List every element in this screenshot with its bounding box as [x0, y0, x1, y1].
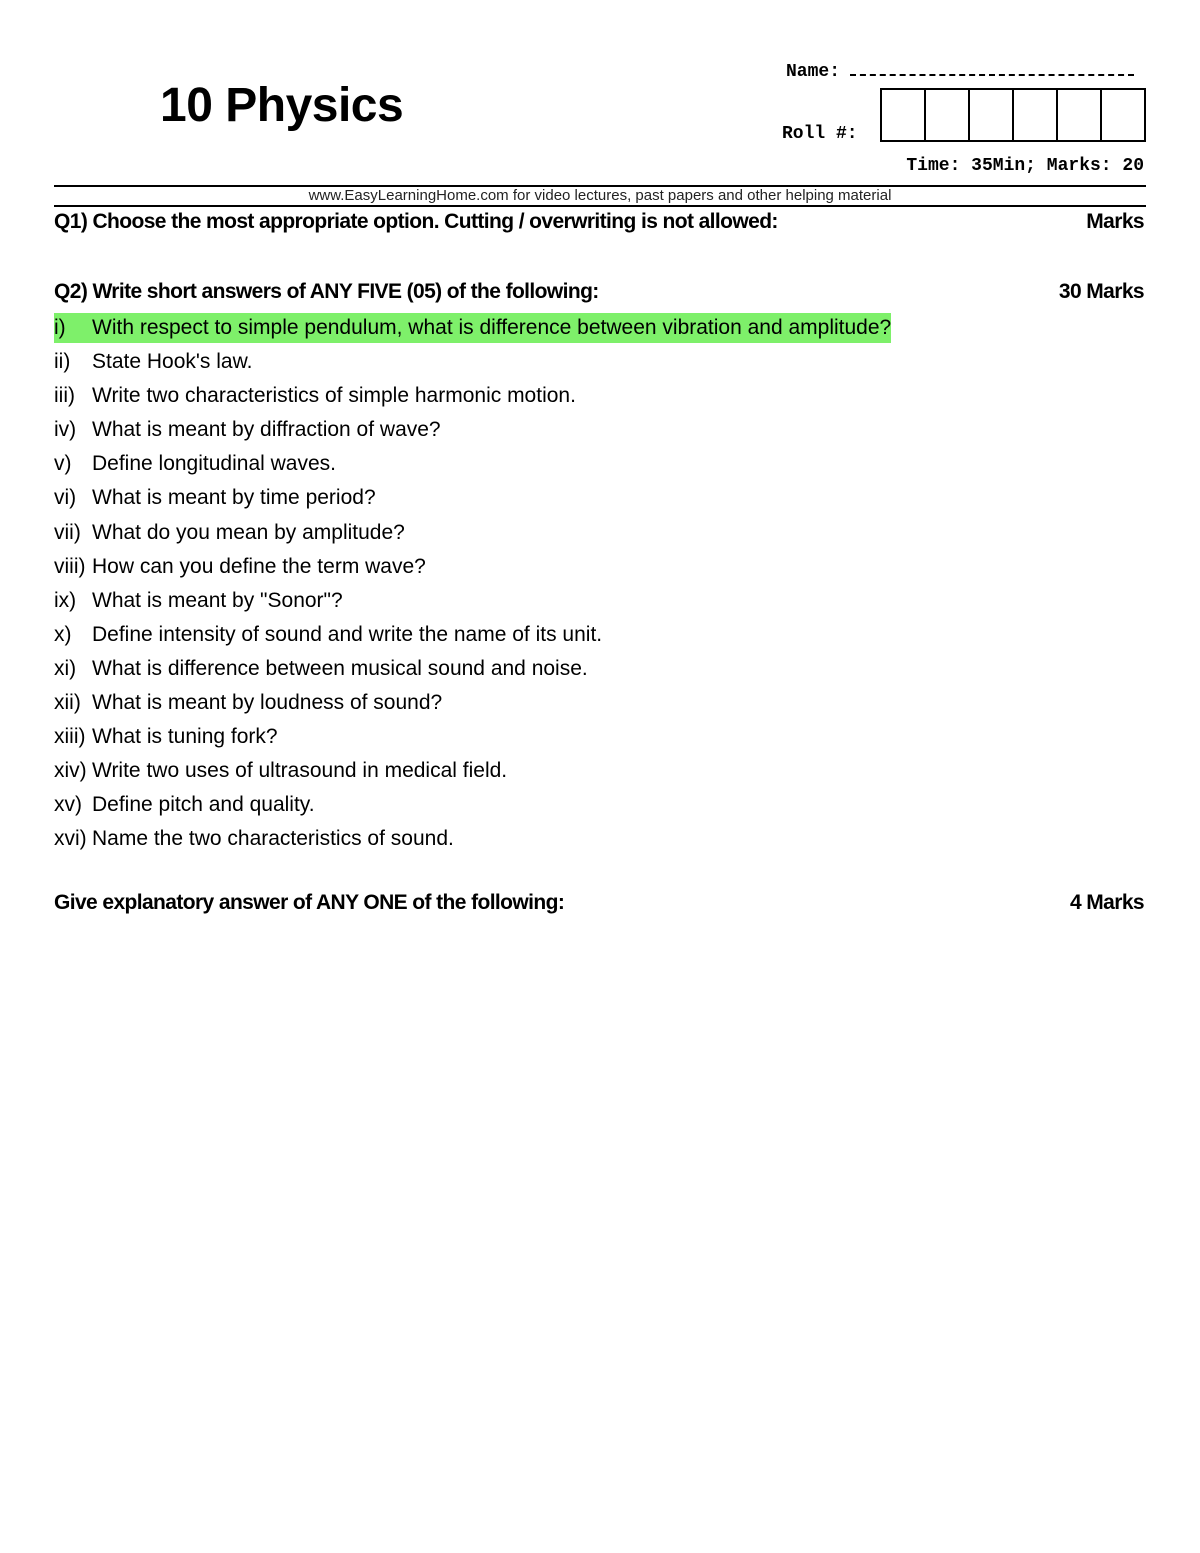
- question-line: [54, 788, 315, 822]
- question-text: Write two characteristics of simple harmonic motion.: [92, 384, 576, 408]
- question-text: Define intensity of sound and write the name of its unit.: [92, 622, 603, 646]
- question-text: What is difference between musical sound and noise.: [92, 656, 588, 680]
- question-item: [54, 379, 891, 413]
- question-text: What is meant by diffraction of wave?: [92, 418, 441, 442]
- question-line: [54, 754, 507, 788]
- highlighted-question: [54, 313, 891, 343]
- question-number: iii): [54, 384, 75, 408]
- question-line: [54, 686, 442, 720]
- question-line: [54, 413, 441, 447]
- question-number: xvi): [54, 827, 87, 851]
- website-banner: www.EasyLearningHome.com for video lectures, past papers and other helping material: [308, 187, 892, 204]
- q3-heading: Give explanatory answer of ANY ONE of the following:: [54, 891, 565, 914]
- q1-marks: Marks: [1086, 210, 1144, 233]
- name-blank-line: [850, 60, 1134, 76]
- question-line: [54, 652, 588, 686]
- question-line: [54, 618, 602, 652]
- question-item: [54, 720, 891, 754]
- question-item: [54, 822, 891, 856]
- question-item: [54, 311, 891, 345]
- question-number: vii): [54, 520, 81, 544]
- q1-heading-row: [54, 210, 1144, 234]
- question-line: [54, 345, 252, 379]
- question-text: What is meant by loudness of sound?: [92, 691, 443, 715]
- question-line: [54, 720, 278, 754]
- question-line: [54, 822, 454, 856]
- q1-heading: Q1) Choose the most appropriate option. Cutting / overwriting is not allowed:: [54, 210, 778, 233]
- question-line: [54, 516, 405, 550]
- question-text: What is meant by "Sonor"?: [92, 588, 343, 612]
- question-item: [54, 550, 891, 584]
- q3-marks: 4 Marks: [1069, 891, 1144, 914]
- question-number: ix): [54, 588, 77, 612]
- question-number: xi): [54, 656, 77, 680]
- question-text: How can you define the term wave?: [92, 554, 426, 578]
- question-item: [54, 413, 891, 447]
- question-item: [54, 686, 891, 720]
- q3-heading-row: [54, 891, 1144, 915]
- question-text: What is meant by time period?: [92, 486, 376, 510]
- name-field: [786, 60, 1134, 82]
- question-line: [54, 447, 336, 481]
- q2-heading: Q2) Write short answers of ANY FIVE (05) of the following:: [54, 280, 599, 303]
- roll-number-box: [1012, 88, 1058, 142]
- question-item: [54, 754, 891, 788]
- question-item: [54, 652, 891, 686]
- question-number: viii): [54, 554, 86, 578]
- roll-number-boxes: [880, 88, 1146, 142]
- question-item: [54, 788, 891, 822]
- question-text: Name the two characteristics of sound.: [92, 827, 454, 851]
- question-number: v): [54, 452, 72, 476]
- question-item: [54, 447, 891, 481]
- question-item: [54, 345, 891, 379]
- question-text: Define pitch and quality.: [92, 793, 315, 817]
- question-number: ii): [54, 350, 71, 374]
- question-line: [54, 584, 343, 618]
- q2-marks: 30 Marks: [1058, 280, 1144, 303]
- question-number: i): [54, 316, 66, 339]
- question-item: [54, 481, 891, 515]
- question-item: [54, 516, 891, 550]
- question-item: [54, 618, 891, 652]
- question-item: [54, 584, 891, 618]
- question-line: [54, 550, 426, 584]
- page-title: 10 Physics: [160, 79, 404, 132]
- time-marks-info: Time: 35Min; Marks: 20: [906, 156, 1144, 176]
- roll-number-box: [880, 88, 926, 142]
- roll-number-box: [1100, 88, 1146, 142]
- question-text: With respect to simple pendulum, what is difference between vibration and amplitude?: [92, 316, 892, 339]
- header-divider-bottom: [54, 205, 1146, 207]
- question-text: Write two uses of ultrasound in medical field.: [92, 759, 508, 783]
- question-text: State Hook's law.: [92, 350, 253, 374]
- roll-number-label: Roll #:: [782, 124, 858, 144]
- roll-number-box: [968, 88, 1014, 142]
- question-number: vi): [54, 486, 77, 510]
- question-number: xii): [54, 691, 81, 715]
- question-number: xiii): [54, 725, 86, 749]
- question-text: What is tuning fork?: [92, 725, 278, 749]
- question-text: Define longitudinal waves.: [92, 452, 336, 476]
- question-number: iv): [54, 418, 77, 442]
- q2-question-list: [54, 311, 891, 857]
- roll-number-box: [924, 88, 970, 142]
- name-label: Name:: [786, 62, 841, 82]
- q2-heading-row: [54, 280, 1144, 304]
- question-line: [54, 379, 576, 413]
- roll-number-box: [1056, 88, 1102, 142]
- question-number: x): [54, 622, 72, 646]
- question-number: xv): [54, 793, 82, 817]
- question-line: [54, 481, 376, 515]
- question-text: What do you mean by amplitude?: [92, 520, 405, 544]
- question-number: xiv): [54, 759, 87, 783]
